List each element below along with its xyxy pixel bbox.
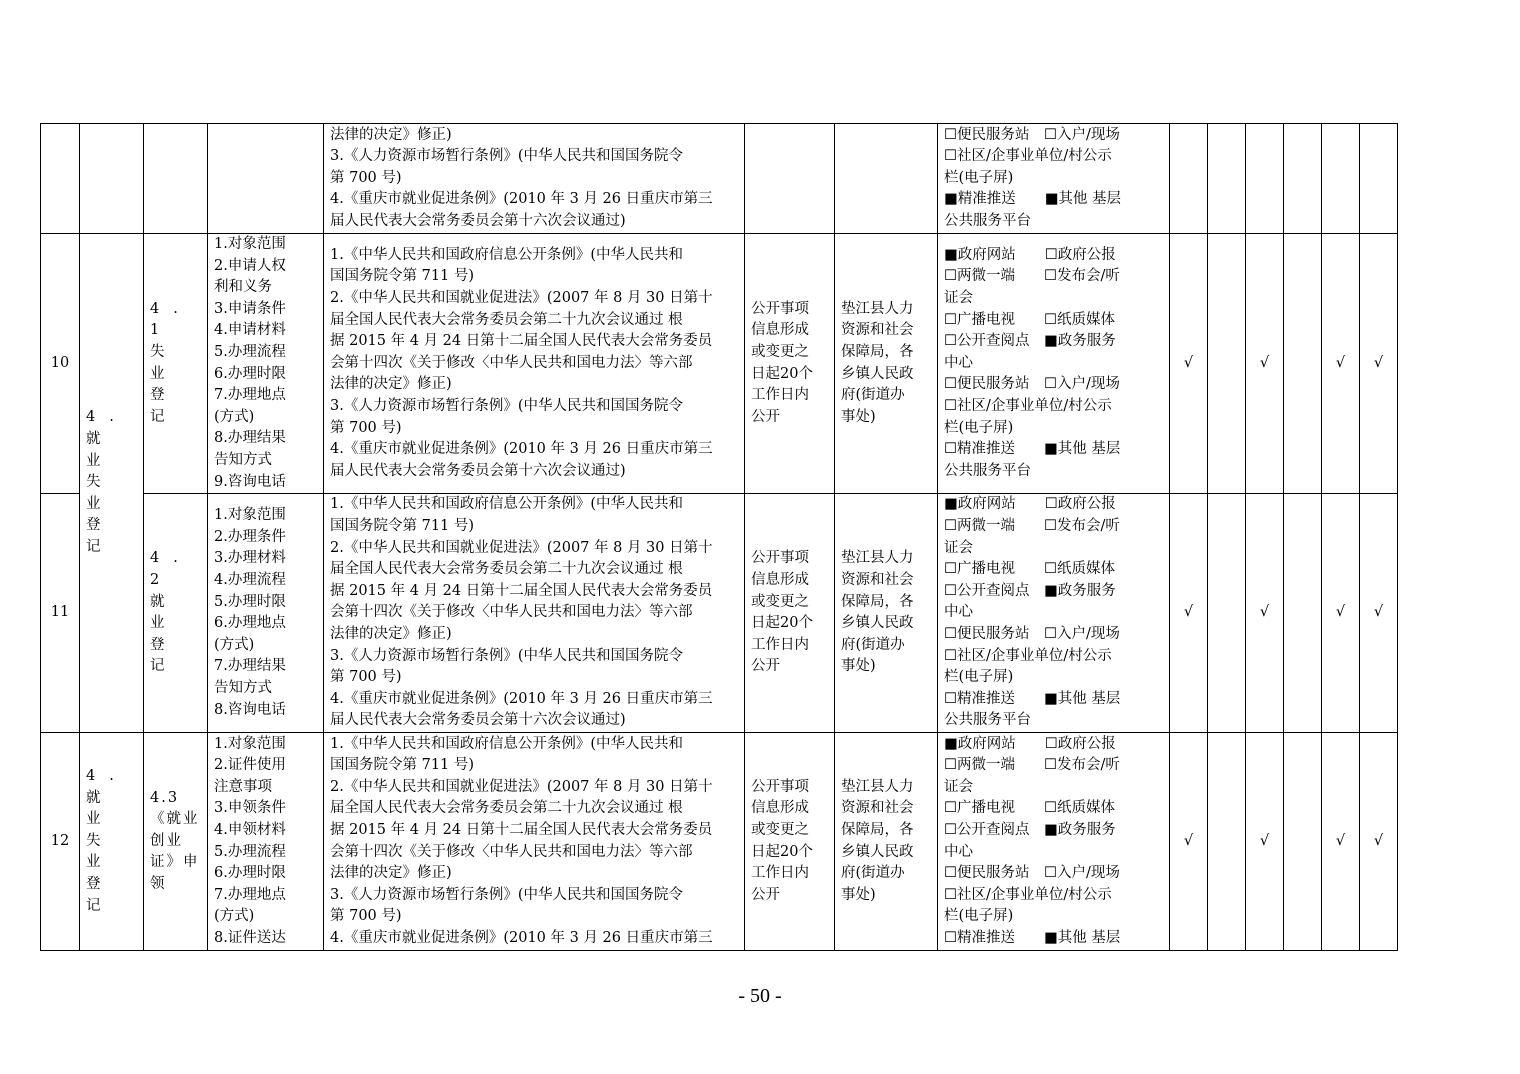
time-cell: 公开事项 信息形成 或变更之 日起20个 工作日内 公开 <box>745 234 835 494</box>
basis-cell: 1.《中华人民共和国政府信息公开条例》(中华人民共和 国国务院令第 711 号) 2.《中华人民共和国就业促进法》(2007 年 8 月 30 日第十 届全国人民代表大会常务委员会第二十九次会议通过 根 据 2015 年 4 月 24 日第十二届全国人民代表大会常务委员 会第十四次《关于修改〈中华人民共和国电力法〉等六部 法律的决定》修正) 3.《人力资源市场暂行条例》(中华人民共和国国务院令 第 700 号) 4.《重庆市就业促进条例》(2010 年 3 月 26 日重庆市第三 届人民代表大会常务委员会第十六次会议通过) <box>324 234 745 494</box>
disclosure-table <box>40 123 1398 951</box>
row-number: 11 <box>41 494 80 733</box>
check-cell: √ <box>1360 494 1398 733</box>
subject-cell <box>835 124 938 234</box>
channel-cell: ☐便民服务站 ☐入户/现场 ☐社区/企事业单位/村公示 栏(电子屏) ■精准推送 ■其他 基层 公共服务平台 <box>938 124 1170 234</box>
time-cell: 公开事项 信息形成 或变更之 日起20个 工作日内 公开 <box>745 733 835 951</box>
check-cell: √ <box>1246 733 1284 951</box>
check-cell: √ <box>1246 234 1284 494</box>
check-cell: √ <box>1322 494 1360 733</box>
basis-cell: 1.《中华人民共和国政府信息公开条例》(中华人民共和 国国务院令第 711 号) 2.《中华人民共和国就业促进法》(2007 年 8 月 30 日第十 届全国人民代表大会常务委员会第二十九次会议通过 根 据 2015 年 4 月 24 日第十二届全国人民代表大会常务委员 会第十四次《关于修改〈中华人民共和国电力法〉等六部 法律的决定》修正) 3.《人力资源市场暂行条例》(中华人民共和国国务院令 第 700 号) 4.《重庆市就业促进条例》(2010 年 3 月 26 日重庆市第三 <box>324 733 745 951</box>
subitem-label: 4.1 失业登记 <box>150 300 192 425</box>
channel-cell: ■政府网站 ☐政府公报 ☐两微一端 ☐发布会/听 证会 ☐广播电视 ☐纸质媒体 ☐公开查阅点 ■政务服务 中心 ☐便民服务站 ☐入户/现场 ☐社区/企事业单位/村公示 栏(电子屏) ☐精准推送 ■其他 基层 公共服务平台 <box>938 494 1170 733</box>
table-row <box>41 234 1398 494</box>
content-cell: 1.对象范围 2.证件使用 注意事项 3.申领条件 4.申领材料 5.办理流程 6.办理时限 7.办理地点 (方式) 8.证件送达 <box>208 733 324 951</box>
basis-cell: 1.《中华人民共和国政府信息公开条例》(中华人民共和 国国务院令第 711 号) 2.《中华人民共和国就业促进法》(2007 年 8 月 30 日第十 届全国人民代表大会常务委员会第二十九次会议通过 根 据 2015 年 4 月 24 日第十二届全国人民代表大会常务委员 会第十四次《关于修改〈中华人民共和国电力法〉等六部 法律的决定》修正) 3.《人力资源市场暂行条例》(中华人民共和国国务院令 第 700 号) 4.《重庆市就业促进条例》(2010 年 3 月 26 日重庆市第三 届人民代表大会常务委员会第十六次会议通过) <box>324 494 745 733</box>
check-cell <box>1208 733 1246 951</box>
subitem-label: 4.2 就业登记 <box>150 550 192 675</box>
row-number: 10 <box>41 234 80 494</box>
check-cell: √ <box>1170 494 1208 733</box>
check-cell <box>1284 124 1322 234</box>
check-cell <box>1170 124 1208 234</box>
check-cell: √ <box>1360 733 1398 951</box>
subitem-cell <box>144 733 208 951</box>
check-cell <box>1246 124 1284 234</box>
table-row <box>41 733 1398 951</box>
category-label: 4. 就业失业登记 <box>86 768 128 914</box>
row-number: 12 <box>41 733 80 951</box>
page-number: - 50 - <box>738 985 782 1007</box>
check-cell: √ <box>1360 234 1398 494</box>
check-cell <box>1360 124 1398 234</box>
row-number <box>41 124 80 234</box>
check-cell <box>1284 733 1322 951</box>
time-cell: 公开事项 信息形成 或变更之 日起20个 工作日内 公开 <box>745 494 835 733</box>
basis-cell: 法律的决定》修正) 3.《人力资源市场暂行条例》(中华人民共和国国务院令 第 700 号) 4.《重庆市就业促进条例》(2010 年 3 月 26 日重庆市第三 届人民代表大会常务委员会第十六次会议通过) <box>324 124 745 234</box>
check-cell <box>1284 234 1322 494</box>
subitem-label: 4.3《就业创业证》申领 <box>150 789 200 893</box>
check-cell: √ <box>1246 494 1284 733</box>
subject-cell: 垫江县人力 资源和社会 保障局，各 乡镇人民政 府(街道办 事处) <box>835 494 938 733</box>
check-cell: √ <box>1322 733 1360 951</box>
subject-cell: 垫江县人力 资源和社会 保障局，各 乡镇人民政 府(街道办 事处) <box>835 733 938 951</box>
check-cell: √ <box>1170 234 1208 494</box>
time-cell <box>745 124 835 234</box>
check-cell <box>1208 494 1246 733</box>
table-row <box>41 124 1398 234</box>
subject-cell: 垫江县人力 资源和社会 保障局，各 乡镇人民政 府(街道办 事处) <box>835 234 938 494</box>
content-cell <box>208 124 324 234</box>
check-cell <box>1322 124 1360 234</box>
category-cell <box>80 733 144 951</box>
subitem-cell <box>144 494 208 733</box>
subitem-cell <box>144 124 208 234</box>
category-cell <box>80 124 144 234</box>
channel-cell: ■政府网站 ☐政府公报 ☐两微一端 ☐发布会/听 证会 ☐广播电视 ☐纸质媒体 ☐公开查阅点 ■政务服务 中心 ☐便民服务站 ☐入户/现场 ☐社区/企事业单位/村公示 栏(电子屏) ☐精准推送 ■其他 基层 公共服务平台 <box>938 234 1170 494</box>
check-cell <box>1208 234 1246 494</box>
subitem-cell <box>144 234 208 494</box>
category-label: 4. 就业失业登记 <box>86 409 128 556</box>
content-cell: 1.对象范围 2.申请人权 利和义务 3.申请条件 4.申请材料 5.办理流程 6.办理时限 7.办理地点 (方式) 8.办理结果 告知方式 9.咨询电话 <box>208 234 324 494</box>
check-cell: √ <box>1170 733 1208 951</box>
table-row <box>41 494 1398 733</box>
check-cell <box>1284 494 1322 733</box>
category-cell <box>80 234 144 733</box>
channel-cell: ■政府网站 ☐政府公报 ☐两微一端 ☐发布会/听 证会 ☐广播电视 ☐纸质媒体 ☐公开查阅点 ■政务服务 中心 ☐便民服务站 ☐入户/现场 ☐社区/企事业单位/村公示 栏(电子屏) ☐精准推送 ■其他 基层 <box>938 733 1170 951</box>
check-cell <box>1208 124 1246 234</box>
content-cell: 1.对象范围 2.办理条件 3.办理材料 4.办理流程 5.办理时限 6.办理地点 (方式) 7.办理结果 告知方式 8.咨询电话 <box>208 494 324 733</box>
check-cell: √ <box>1322 234 1360 494</box>
